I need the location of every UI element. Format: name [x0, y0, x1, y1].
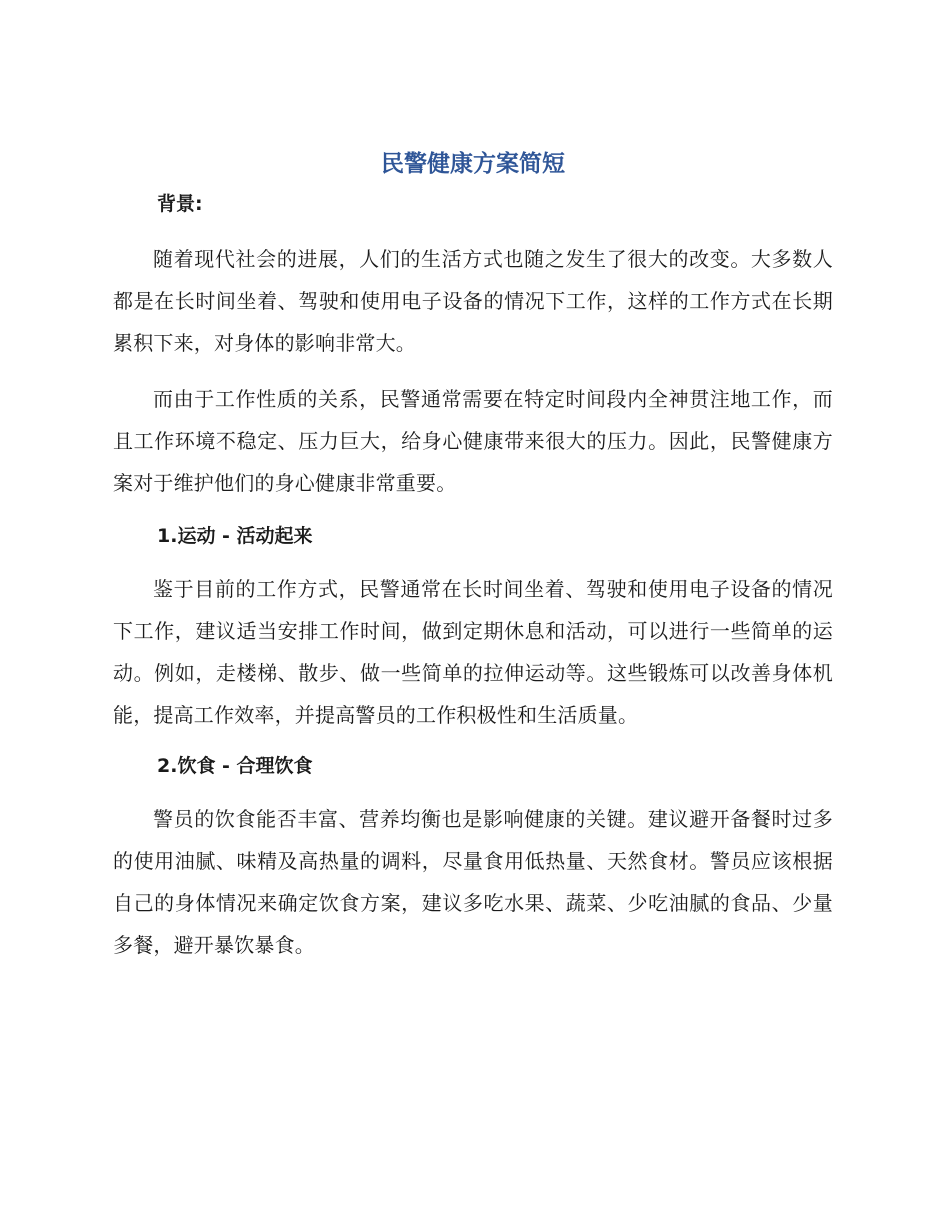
- document-page: [113, 148, 833, 966]
- section-paragraph-diet: 警员的饮食能否丰富、营养均衡也是影响健康的关键。建议避开备餐时过多的使用油腻、味精及高热量的调料，尽量食用低热量、天然食材。警员应该根据自己的身体情况来确定饮食方案，建议多吃水果、蔬菜、少吃油腻的食品、少量多餐，避开暴饮暴食。: [113, 807, 833, 957]
- section-heading-exercise: 1.运动 - 活动起来: [157, 525, 313, 547]
- section-heading-diet: 2.饮食 - 合理饮食: [157, 755, 313, 777]
- background-heading: 背景:: [157, 193, 203, 215]
- background-paragraph-1: 随着现代社会的进展，人们的生活方式也随之发生了很大的改变。大多数人都是在长时间坐着、驾驶和使用电子设备的情况下工作，这样的工作方式在长期累积下来，对身体的影响非常大。: [113, 247, 833, 355]
- background-paragraph-2: 而由于工作性质的关系，民警通常需要在特定时间段内全神贯注地工作，而且工作环境不稳定、压力巨大，给身心健康带来很大的压力。因此，民警健康方案对于维护他们的身心健康非常重要。: [113, 387, 833, 495]
- section-paragraph-exercise: 鉴于目前的工作方式，民警通常在长时间坐着、驾驶和使用电子设备的情况下工作，建议适当安排工作时间，做到定期休息和活动，可以进行一些简单的运动。例如，走楼梯、散步、做一些简单的拉伸运动等。这些锻炼可以改善身体机能，提高工作效率，并提高警员的工作积极性和生活质量。: [113, 577, 833, 727]
- document-title: 民警健康方案简短: [381, 151, 565, 177]
